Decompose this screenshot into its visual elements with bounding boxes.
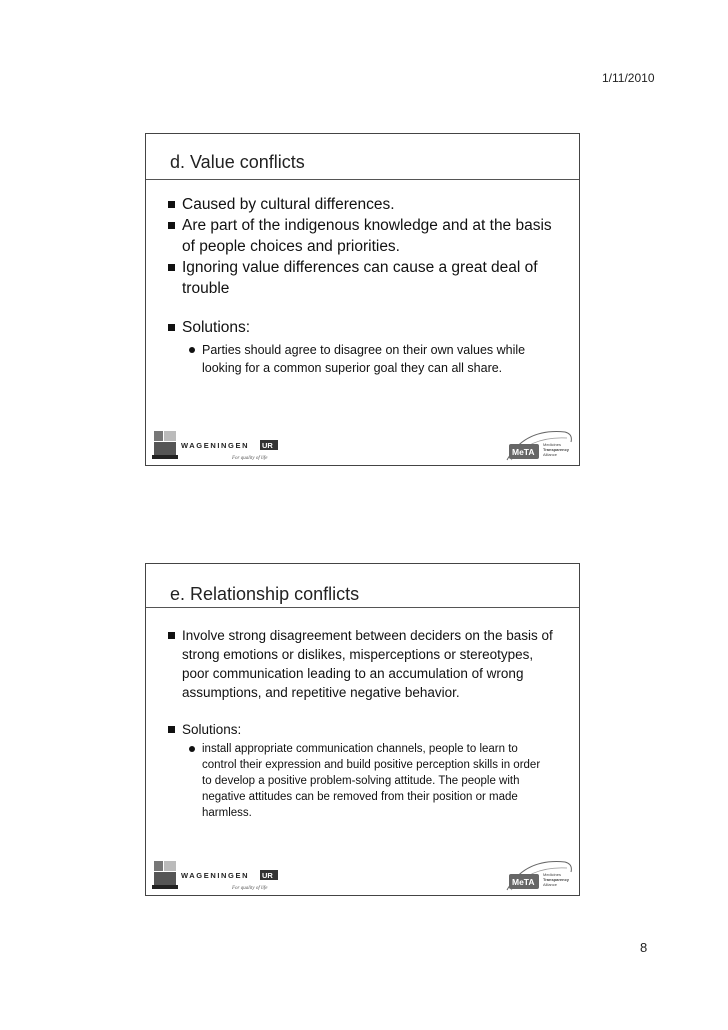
svg-text:Medicines: Medicines xyxy=(543,872,562,877)
sub-bullet-list xyxy=(182,741,561,821)
slide-value-conflicts xyxy=(145,133,580,466)
svg-text:Medicines: Medicines xyxy=(543,442,562,447)
svg-text:Alliance: Alliance xyxy=(543,882,558,887)
bullet-list xyxy=(146,194,579,377)
svg-text:WAGENINGEN: WAGENINGEN xyxy=(181,441,250,450)
svg-text:For quality of life: For quality of life xyxy=(232,886,268,891)
page-number: 8 xyxy=(640,940,648,955)
bullet-item-solutions: Solutions: Parties should agree to disagree on their own values while looking for a common superior goal they can all share. xyxy=(146,317,579,377)
svg-text:UR: UR xyxy=(262,871,273,880)
title-divider xyxy=(146,607,579,608)
svg-text:Alliance: Alliance xyxy=(543,452,558,457)
meta-logo xyxy=(505,856,575,892)
square-bullet-icon xyxy=(168,632,175,639)
page-date: 1/11/2010 xyxy=(602,71,655,85)
title-divider xyxy=(146,179,579,180)
spacer xyxy=(146,299,579,317)
square-bullet-icon xyxy=(168,264,175,271)
spacer xyxy=(146,702,579,720)
bullet-list xyxy=(146,626,579,821)
bullet-item: Involve strong disagreement between deciders on the basis of strong emotions or dislikes, misperceptions or stereotypes, poor communication leading to an accumulation of wrong assumptions, and repetitive negative behavior. xyxy=(146,626,579,702)
round-bullet-icon xyxy=(189,347,195,353)
square-bullet-icon xyxy=(168,324,175,331)
svg-text:Transparency: Transparency xyxy=(543,877,570,882)
svg-text:WAGENINGEN: WAGENINGEN xyxy=(181,871,250,880)
bullet-item: Caused by cultural differences. xyxy=(146,194,579,215)
svg-text:MeTA: MeTA xyxy=(512,447,535,457)
square-bullet-icon xyxy=(168,201,175,208)
svg-text:For quality of life: For quality of life xyxy=(232,456,268,461)
svg-text:Transparency: Transparency xyxy=(543,447,570,452)
square-bullet-icon xyxy=(168,726,175,733)
bullet-item-solutions: Solutions: install appropriate communication channels, people to learn to control their expression and build positive perception skills in order to develop a positive problem-solving attitude. The people with negative attitudes can be removed from their position or made harmless. xyxy=(146,720,579,821)
wageningen-ur-logo xyxy=(150,859,290,893)
svg-text:MeTA: MeTA xyxy=(512,877,535,887)
slide-title: d. Value conflicts xyxy=(170,152,305,172)
sub-bullet-item: install appropriate communication channels, people to learn to control their expression and build positive perception skills in order to develop a positive problem-solving attitude. The people with negative attitudes can be removed from their position or made harmless. xyxy=(182,741,561,821)
bullet-item: Ignoring value differences can cause a great deal of trouble xyxy=(146,257,579,299)
wageningen-ur-logo xyxy=(150,429,290,463)
bullet-item: Are part of the indigenous knowledge and at the basis of people choices and priorities. xyxy=(146,215,579,257)
svg-text:UR: UR xyxy=(262,441,273,450)
sub-bullet-item: Parties should agree to disagree on their own values while looking for a common superior goal they can all share. xyxy=(182,341,561,377)
round-bullet-icon xyxy=(189,746,195,752)
sub-bullet-list xyxy=(182,341,561,377)
slide-title: e. Relationship conflicts xyxy=(170,584,360,604)
meta-logo xyxy=(505,426,575,462)
slide-relationship-conflicts xyxy=(145,563,580,896)
square-bullet-icon xyxy=(168,222,175,229)
